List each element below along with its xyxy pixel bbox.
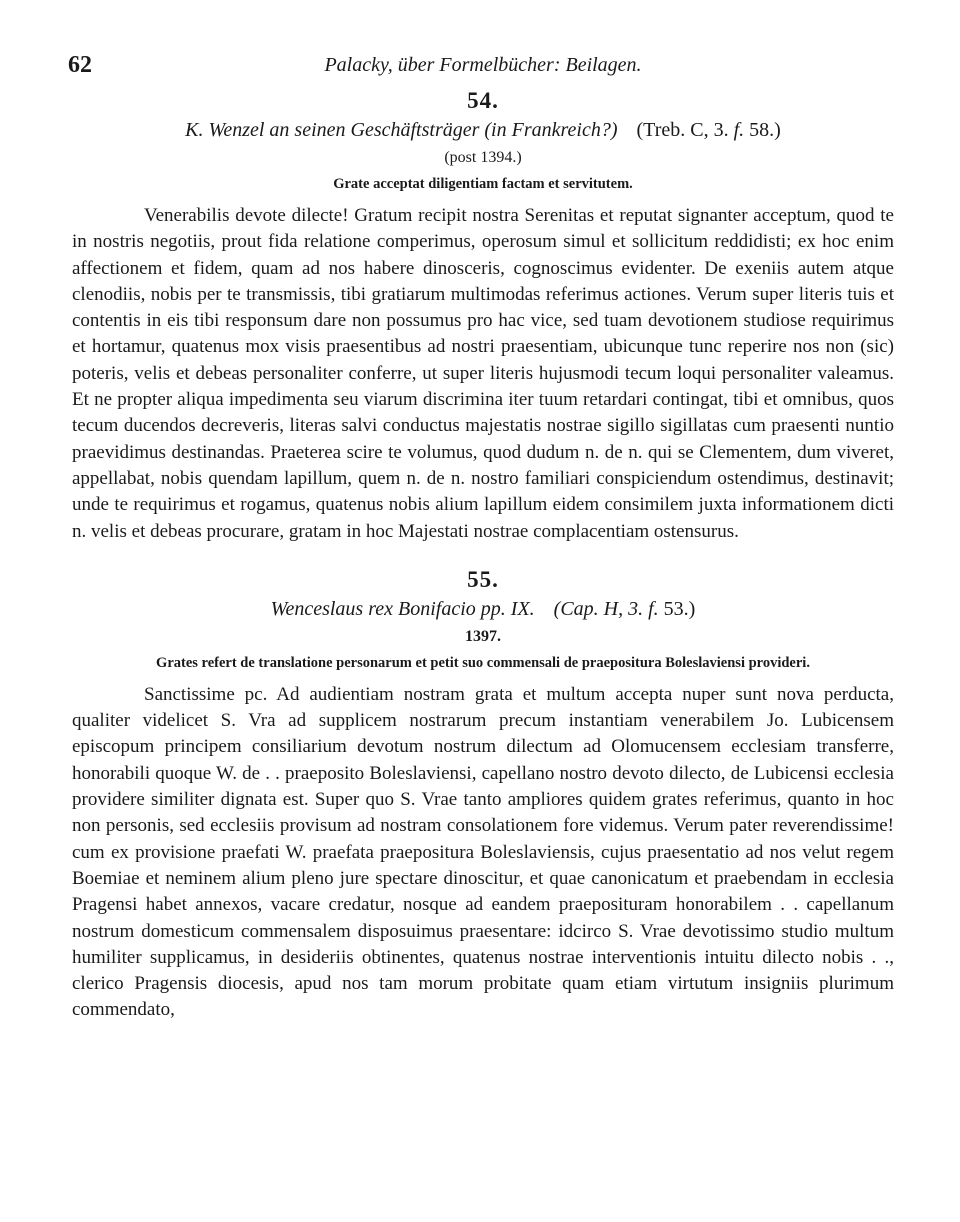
- document-number: 55.: [467, 566, 499, 592]
- document-heading: [72, 595, 894, 623]
- running-title: Palacky, über Formelbücher: Beilagen.: [324, 54, 642, 76]
- page-number: 62: [68, 52, 92, 78]
- source-suffix: 58.): [744, 119, 781, 141]
- document-55: [72, 565, 894, 1024]
- document-summary: Grate acceptat diligentiam factam et servitutem.: [333, 176, 633, 192]
- document-source: [554, 598, 696, 620]
- source-suffix: 53.): [658, 597, 696, 620]
- source-folio-mark: f.: [733, 119, 745, 141]
- running-head: [68, 52, 894, 86]
- document-body: Sanctissime pc. Ad audientiam nostram grata et multum accepta nuper sunt nova perducta, qualiter videlicet S. Vra ad supplicem nostrarum precum instantiam venerabilem Jo. Lubicensem episcopum principem consiliarium devotum nostrum dilectum ad Olomucensem ecclesiam transferre, honorabili quoque W. de . . praeposito Boleslaviensi, capellano nostro devoto dilecto, de Lubicensi ecclesia providere similiter dignata est. Super quo S. Vrae tanto ampliores quidem grates referimus, quanto in hoc non personis, sed ecclesiis provisum ad nostram consolationem fore videmus. Verum pater reverendissime! cum ex provisione praefati W. praefata praepositura Boleslaviensis, cujus praesentatio ad nos velut regem Boemiae et neminem alium pleno jure spectare dinoscitur, et quae canonicatum et praebendam in ecclesia Pragensi habet annexos, vacare credatur, nosque ad eandem praeposituram honorabilem . . capellanum nostrum domesticum commensalem disposuimus praesentare: idcirco S. Vrae devotissimo studio multum humiliter supplicamus, in desideriis obtinentes, quatenus nostrae interventionis intuitu dilecto nobis . ., clerico Pragensis diocesis, apud nos tam morum probitate quam etiam virtutum insigniis plurimum commendato,: [72, 683, 894, 1021]
- document-summary: Grates refert de translatione personarum et petit suo commensali de praepositura Boleslaviensi provideri.: [156, 654, 810, 671]
- document-number: 54.: [467, 88, 499, 113]
- document-date: 1397.: [465, 627, 501, 645]
- document-date: (post 1394.): [444, 149, 522, 166]
- document-source: [637, 119, 781, 141]
- document-title: Wenceslaus rex Bonifacio pp. IX.: [270, 597, 535, 620]
- document-heading: [72, 116, 894, 144]
- document-54: [72, 86, 894, 545]
- page: [68, 52, 894, 1024]
- document-title: K. Wenzel an seinen Geschäftsträger (in Frankreich?): [185, 119, 618, 141]
- document-body: Venerabilis devote dilecte! Gratum recipit nostra Serenitas et reputat signanter acceptum, quod te in nostris negotiis, prout fida relatione comperimus, operosum simul et sollicitum reddidisti; ex hoc enim affectionem et fidem, quam ad nos habere dinosceris, cognoscimus evidenter. De exeniis autem atque clenodiis, nobis per te transmissis, tibi gratiarum multimodas referimus actiones. Verum super literis tuis et contentis in eis tibi responsum dare non possumus pro hac vice, sed tuam devotionem studiose requirimus et hortamur, quatenus mox visis praesentibus ad nostri praesentiam, ubicunque tunc reperire nos non (sic) poteris, velis et debeas personaliter conferre, ut super literis hujusmodi tecum loqui personaliter valeamus. Et ne propter aliqua impedimenta seu viarum discrimina iter tuum retardari contingat, tibi et omnibus, quos tecum ducendos decreveris, literas salvi conductus majestatis nostrae sigillo sigillatas cum praesenti nuntio praevidimus destinandas. Praeterea scire te volumus, quod dudum n. de n. qui se Clementem, dum viveret, appellabat, nobis quendam lapillum, quem n. de n. nostro familiari conspiciendum ostendimus, destinavit; unde te requirimus et rogamus, quatenus nobis alium lapillum eidem consimilem juxta informationem dicti n. velis et debeas procurare, gratam in hoc Majestati nostrae complacentiam ostensurus.: [72, 205, 894, 542]
- source-prefix: (Cap. H, 3.: [553, 597, 649, 620]
- source-folio-mark: f.: [648, 597, 659, 620]
- source-prefix: (Treb. C, 3.: [636, 119, 734, 141]
